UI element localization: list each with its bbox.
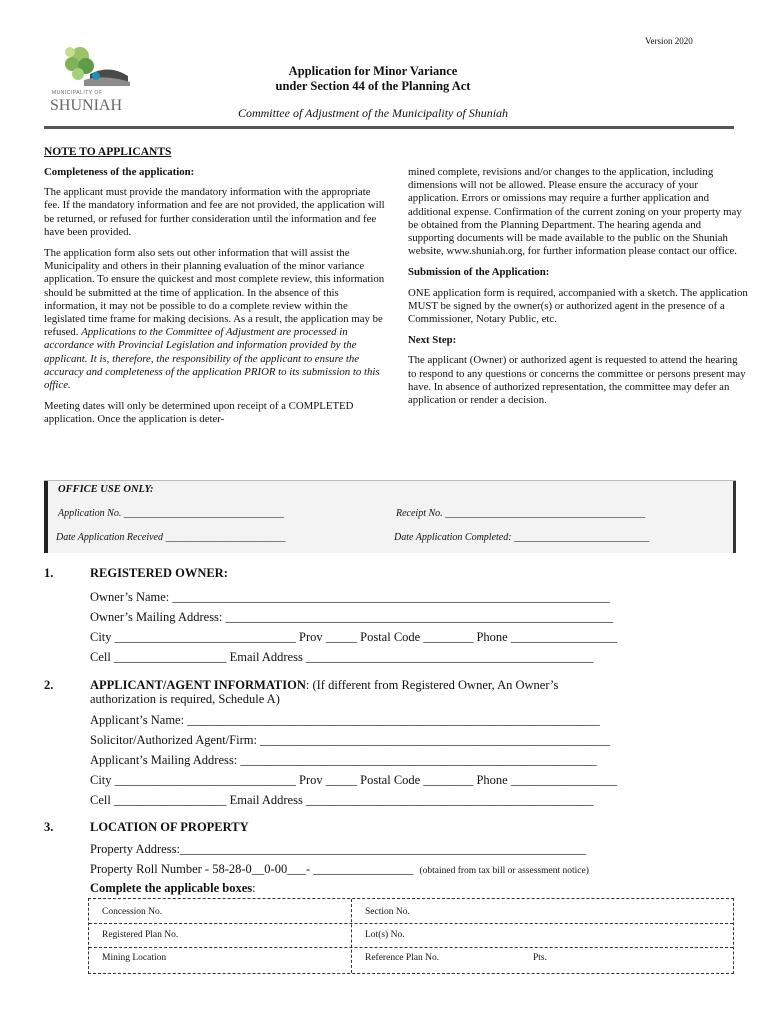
note-paragraph-3: Meeting dates will only be determined upon receipt of a COMPLETED application. Once the application is deter- xyxy=(44,400,354,426)
owner-name-field[interactable]: Owner’s Name: ______________________________________________________________________ xyxy=(90,590,610,604)
section-2-title-line xyxy=(90,678,558,693)
note-paragraph-6: The applicant (Owner) or authorized agent is requested to attend the hearing to respond to any questions or concerns the committee or persons present may have. In absence of authorized representation, the committee may defer an application or render a decision. xyxy=(408,354,746,407)
document-subtitle: Committee of Adjustment of the Municipality of Shuniah xyxy=(237,106,509,120)
lots-no-cell[interactable]: Lot(s) No. xyxy=(365,930,405,940)
note-paragraph-5: ONE application form is required, accompanied with a sketch. The application MUST be signed by the owner(s) or authorized agent in the presence of a Commissioner, Notary Public, etc. xyxy=(408,286,748,326)
next-step-heading: Next Step: xyxy=(408,334,457,347)
office-use-title: OFFICE USE ONLY: xyxy=(58,484,154,495)
note-paragraph-2-plain: The application form also sets out other information that will assist the Municipality and others in their planning evaluation of the minor variance application. To ensure the quickest and most complete review, this information should be submitted at the time of application. In the absence of this information, it may not be possible to do a complete review within the legislated time frame for making decisions. As a result, the application may be refused. xyxy=(44,247,385,339)
concession-no-cell[interactable]: Concession No. xyxy=(102,907,163,917)
submission-heading: Submission of the Application: xyxy=(408,266,550,279)
section-2-title: APPLICANT/AGENT INFORMATION xyxy=(90,678,306,692)
mining-location-cell[interactable]: Mining Location xyxy=(102,953,167,963)
logo-main-text: SHUNIAH xyxy=(50,97,122,114)
table-row-divider-1 xyxy=(89,923,733,924)
title-line-1: Application for Minor Variance xyxy=(288,64,458,78)
date-completed-field[interactable]: Date Application Completed: ___________________________ xyxy=(394,532,650,543)
note-right-column xyxy=(408,166,748,415)
completeness-heading: Completeness of the application: xyxy=(44,166,195,178)
application-no-field[interactable]: Application No. ________________________________ xyxy=(58,508,284,519)
logo-top-text: MUNICIPALITY OF xyxy=(52,90,103,96)
table-row-divider-2 xyxy=(89,947,733,948)
title-line-2: under Section 44 of the Planning Act xyxy=(275,79,471,93)
note-paragraph-4: mined complete, revisions and/or changes to the application, including dimensions will not be allowed. Please ensure the accuracy of your application. Errors or omissions may require a further application and additional expense. Confirmation of the current zoning on your property may be obtained from the Planning Department. The hearing agenda and supporting documents will be made available to the public on the Shuniah website, www.shuniah.org, for further information please contact our office. xyxy=(408,166,742,258)
applicant-name-field[interactable]: Applicant’s Name: __________________________________________________________________ xyxy=(90,713,600,727)
registered-plan-no-cell[interactable]: Registered Plan No. xyxy=(102,930,179,940)
roll-number-text: Property Roll Number - 58-28-0__0-00___- ________________ xyxy=(90,862,414,876)
property-boxes-table xyxy=(88,898,734,974)
document-title xyxy=(170,64,576,94)
owner-mailing-address-field[interactable]: Owner’s Mailing Address: ______________________________________________________________ xyxy=(90,610,614,624)
section-3-number: 3. xyxy=(44,820,54,834)
applicant-cell-email-field[interactable]: Cell __________________ Email Address ______________________________________________ xyxy=(90,793,594,807)
version-label: Version 2020 xyxy=(645,36,693,46)
applicant-city-prov-postal-phone-field[interactable]: City _____________________________ Prov _____ Postal Code ________ Phone _________________ xyxy=(90,773,618,787)
owner-city-prov-postal-phone-field[interactable]: City _____________________________ Prov _____ Postal Code ________ Phone _________________ xyxy=(90,630,618,644)
office-use-box xyxy=(44,480,736,553)
roll-number-note: (obtained from tax bill or assessment notice) xyxy=(419,866,589,876)
applicable-boxes-label: Complete the applicable boxes xyxy=(90,881,253,895)
property-roll-number-field[interactable] xyxy=(90,862,589,877)
section-no-cell[interactable]: Section No. xyxy=(365,907,410,917)
section-2-title-rest: : (If different from Registered Owner, An Owner’s xyxy=(305,678,559,692)
note-heading: NOTE TO APPLICANTS xyxy=(44,146,172,158)
note-paragraph-2 xyxy=(44,247,386,392)
reference-plan-no-cell[interactable]: Reference Plan No. xyxy=(365,953,440,963)
applicable-boxes-colon: : xyxy=(252,881,256,895)
receipt-no-field[interactable]: Receipt No. ________________________________________ xyxy=(396,508,646,519)
property-address-field[interactable]: Property Address:_________________________________________________________________ xyxy=(90,842,587,856)
date-received-field[interactable]: Date Application Received ________________________ xyxy=(56,532,286,543)
note-left-column xyxy=(44,166,386,435)
note-paragraph-1: The applicant must provide the mandatory information with the appropriate fee. If the mandatory information and fee are not provided, the application will be returned, or refused for further consideration until the information and fee have been provided. xyxy=(44,186,385,238)
header-rule xyxy=(44,126,734,129)
section-2-title-line-2: authorization is required, Schedule A) xyxy=(90,692,280,706)
note-paragraph-2-italic: Applications to the Committee of Adjustment are processed in accordance with Provincial Legislation and information provided by the applicant. It is, therefore, the responsibility of the applicant to ensure the accuracy and completeness of the application PRIOR to its submission to this office. xyxy=(44,326,380,392)
solicitor-agent-firm-field[interactable]: Solicitor/Authorized Agent/Firm: ________________________________________________________ xyxy=(90,733,611,747)
office-box-right-bar xyxy=(733,481,736,553)
section-1-number: 1. xyxy=(44,566,54,580)
section-1-title: REGISTERED OWNER: xyxy=(90,566,228,580)
section-3-title: LOCATION OF PROPERTY xyxy=(90,820,249,834)
applicable-boxes-heading xyxy=(90,881,256,896)
table-column-divider xyxy=(351,899,352,973)
pts-cell[interactable]: Pts. xyxy=(533,953,547,963)
owner-cell-email-field[interactable]: Cell __________________ Email Address ______________________________________________ xyxy=(90,650,594,664)
section-2-number: 2. xyxy=(44,678,54,692)
municipality-logo xyxy=(50,36,140,116)
office-box-left-bar xyxy=(44,481,48,553)
applicant-mailing-address-field[interactable]: Applicant’s Mailing Address: _________________________________________________________ xyxy=(90,753,597,767)
